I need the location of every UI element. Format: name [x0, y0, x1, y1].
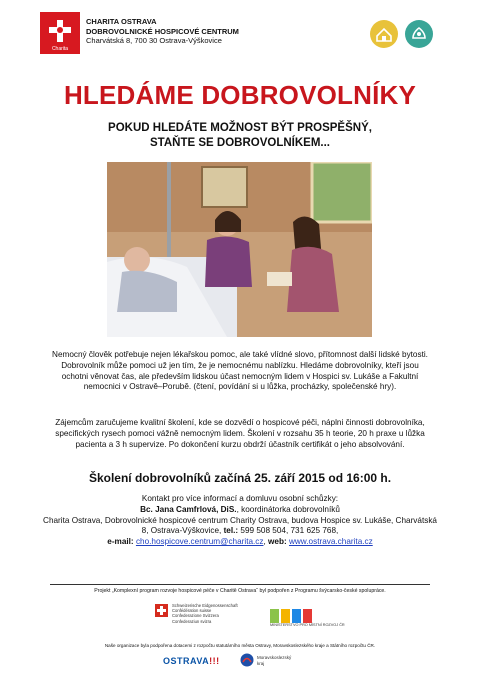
- email-label: e-mail:: [107, 537, 134, 547]
- contact-name: Bc. Jana Camfrlová, DiS.: [140, 504, 237, 514]
- intro-paragraph: Nemocný člověk potřebuje nejen lékařskou pomoc, ale také vlídné slovo, přítomnost další lidské bytosti. Dobrovolník může pomoci už jen tím, že je nemocnému nablízku. Hledáme dobrovolníky, kteří jsou ochotni věnovat čas, ale především lidskou účast nemocným lidem v Hospici sv. Lukáše a Fakultní nemocnici v Ostravě–Porubě. (čtení, povídání si u lůžka, procházky, společenské hry).: [52, 350, 428, 392]
- organization-block: [86, 17, 239, 46]
- project-note: Projekt „Komplexní program rozvoje hospicové péče v Charitě Ostrava“ byl podpořen z Programu švýcarsko-české spolupráce.: [94, 588, 386, 594]
- org-name: CHARITA OSTRAVA: [86, 17, 157, 26]
- subtitle-line2: STAŇTE SE DOBROVOLNÍKEM...: [150, 137, 330, 149]
- training-paragraph: Zájemcům zaručujeme kvalitní školení, kde se dozvědí o hospicové péči, náplni činnosti dobrovolníka, specifických rysech pomoci vážně nemocným lidem. Školení v rozsahu 35 h teorie, 20 h praxe u lůžka pacienta a 3 h supervize. Po dokončení kurzu obdrží účastník certifikát o jeho absolvování.: [55, 418, 425, 449]
- tel-label: tel.:: [223, 526, 239, 536]
- swiss-confederation-text: [172, 603, 238, 624]
- org-center: DOBROVOLNICKÉ HOSPICOVÉ CENTRUM: [86, 26, 239, 36]
- contact-role: , koordinátorka dobrovolníků: [236, 504, 340, 514]
- swiss-line: Confederazione Svizzera: [172, 613, 219, 619]
- web-label: web:: [268, 537, 287, 547]
- page-title: HLEDÁME DOBROVOLNÍKY: [63, 80, 417, 110]
- contact-block: [40, 494, 440, 548]
- msk-region-text: [257, 655, 291, 666]
- contact-org: [40, 516, 440, 538]
- swiss-line: Confédération suisse: [172, 608, 212, 614]
- logo-label: Charita: [51, 46, 69, 52]
- swiss-cross-icon: [155, 604, 168, 617]
- tel-number: 599 508 504, 731 625 768,: [240, 526, 339, 536]
- contact-intro: Kontakt pro více informací a domluvu osobní schůzky:: [141, 494, 339, 503]
- contact-links: e-mail: cho.hospicove.centrum@charita.cz, web: www.ostrava.charita.cz: [107, 537, 373, 547]
- contact-org-text: Charita Ostrava, Dobrovolnické hospicové centrum Charity Ostrava, budova Hospice sv. Lukáše, Charvátská 8, Ostrava-Výškovice,: [43, 515, 437, 536]
- ostrava-word: OSTRAVA: [163, 656, 210, 666]
- home-icon: [370, 20, 398, 48]
- contact-person: [40, 505, 440, 516]
- footer-divider: [50, 584, 430, 585]
- mmr-text: MINISTERSTVO PRO MÍSTNÍ ROZVOJ ČR: [270, 623, 345, 627]
- charita-logo: [40, 12, 80, 54]
- volunteers-photo: [107, 162, 372, 337]
- msk-line: kraj: [257, 660, 265, 666]
- subtitle-line1: POKUD HLEDÁTE MOŽNOST BÝT PROSPĚŠNÝ,: [108, 122, 372, 134]
- swiss-line: Confederaziun svizra: [172, 618, 212, 624]
- msk-region-icon: [240, 653, 254, 667]
- funding-note: Naše organizace byla podpořena dotacemi z rozpočtu statutárního města Ostravy, Moravskoslezského kraje a Státního rozpočtu ČR.: [104, 643, 376, 648]
- care-icon: [405, 20, 433, 48]
- msk-line: Moravskoslezský: [257, 655, 292, 660]
- email-link[interactable]: cho.hospicove.centrum@charita.cz: [135, 537, 264, 547]
- training-date-headline: Školení dobrovolníků začíná 25. září 2015 od 16:00 h.: [88, 471, 392, 485]
- web-link[interactable]: www.ostrava.charita.cz: [288, 537, 373, 547]
- ostrava-mark: !!!: [209, 656, 220, 666]
- org-address: Charvátská 8, 700 30 Ostrava-Výškovice: [86, 36, 222, 45]
- swiss-line: Schweizerische Eidgenossenschaft: [172, 603, 238, 608]
- ostrava-logo: [163, 656, 220, 666]
- charita-cross-icon: [47, 18, 73, 44]
- subtitle: [0, 121, 480, 151]
